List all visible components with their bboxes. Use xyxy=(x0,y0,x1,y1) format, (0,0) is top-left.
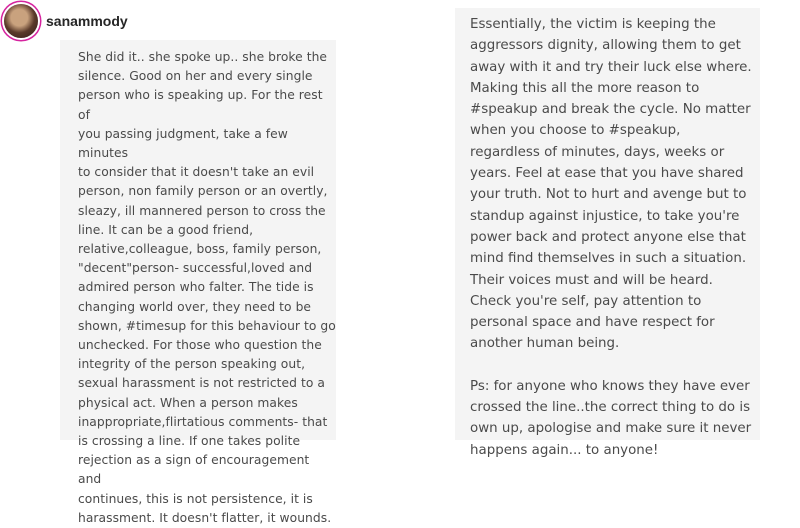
note-text-right-paragraph-1: Essentially, the victim is keeping the aggressors dignity, allowing them to get away with it and try their luck else where. Making this all the more reason to #speakup and break the cycle. No matter when you choose to #speakup, regardless of minutes, days, weeks or years. Feel at ease that you have shared your truth. Not to hurt and avenge but to standup against injustice, to take you're power back and protect anyone else that mind find themselves in such a situation. Their voices must and will be heard. Check you're self, pay attention to personal space and have respect for another human being. xyxy=(470,17,752,352)
note-text-left: She did it.. she spoke up.. she broke the silence. Good on her and every single person who is speaking up. For the rest of you passing judgment, take a few minutes to consider that it doesn't take an evil person, non family person or an overtly, sleazy, ill mannered person to cross the line. It can be a good friend, relative,colleague, boss, family person, "decent"person- successful,loved and admired person who falter. The tide is changing world over, they need to be shown, #timesup for this behaviour to go unchecked. For those who question the integrity of the person speaking out, sexual harassment is not restricted to a physical act. When a person makes inappropriate,flirtatious comments- that is crossing a line. If one takes polite rejection as a sign of encouragement and continues, this is not persistence, it is harassment. It doesn't flatter, it wounds. xyxy=(78,50,336,525)
username-link[interactable]: sanammody xyxy=(46,13,128,29)
note-text-right-paragraph-2: Ps: for anyone who knows they have ever crossed the line..the correct thing to do is own up, apologise and make sure it never happens again... to anyone! xyxy=(470,378,752,458)
post-header xyxy=(4,3,128,39)
avatar[interactable] xyxy=(4,4,38,38)
note-panel-right xyxy=(455,8,760,458)
note-panel-left xyxy=(60,40,336,525)
